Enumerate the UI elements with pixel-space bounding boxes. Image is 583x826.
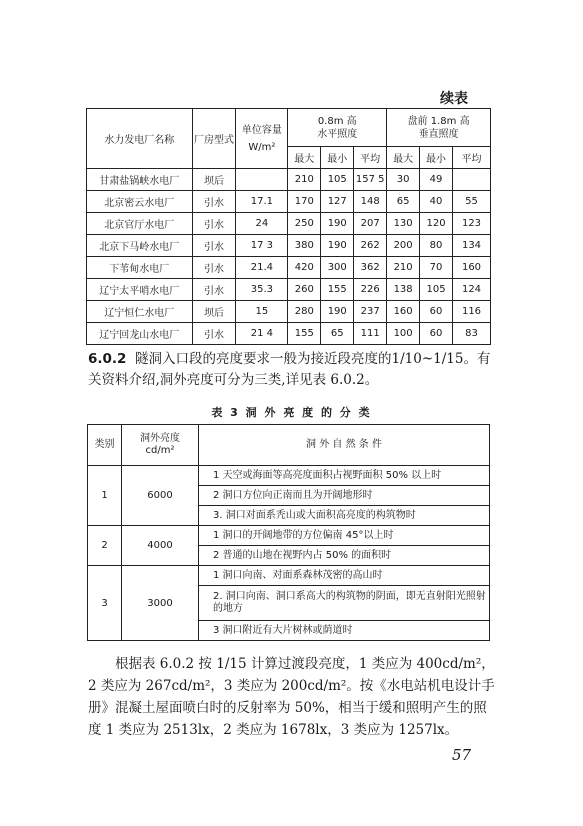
condition-cell: 1 洞口的开阔地带的方位偏南 45°以上时: [199, 526, 490, 546]
hydropower-illuminance-table: [86, 108, 491, 345]
table-cell: 引水: [192, 257, 236, 279]
table-row: [87, 191, 491, 213]
page-number: 57: [452, 746, 472, 764]
table-row: [88, 466, 490, 486]
table-cell: 262: [354, 235, 387, 257]
brightness-cell: 6000: [122, 466, 199, 526]
table-row: [87, 279, 491, 301]
table-cell: 35.3: [236, 279, 288, 301]
table-cell: 160: [387, 301, 420, 323]
table-cell: 引水: [192, 191, 236, 213]
header-vertical-illuminance: 盘前 1.8m 高 垂直照度: [387, 109, 491, 147]
header-horizontal-illuminance: 0.8m 高 水平照度: [288, 109, 387, 147]
table-cell: 200: [387, 235, 420, 257]
header-natural-conditions: 洞 外 自 然 条 件: [199, 425, 490, 466]
header-plant-name: 水力发电厂名称: [87, 109, 193, 169]
condition-cell: 1 洞口向南、对面系森林茂密的高山时: [199, 566, 490, 586]
table-cell: 155: [288, 323, 321, 345]
table-cell: 引水: [192, 235, 236, 257]
condition-cell: 2 洞口方位向正南而且为开阔地形时: [199, 486, 490, 506]
table-cell: 124: [453, 279, 491, 301]
table-cell: 15: [236, 301, 288, 323]
table-cell: 49: [420, 169, 453, 191]
table-cell: 105: [420, 279, 453, 301]
table-cell: 280: [288, 301, 321, 323]
table-row: [87, 301, 491, 323]
table-cell: 40: [420, 191, 453, 213]
plant-name-cell: 辽宁回龙山水电厂: [87, 323, 193, 345]
table-cell: 160: [453, 257, 491, 279]
table-cell: 157 5: [354, 169, 387, 191]
table-cell: 120: [420, 213, 453, 235]
table-cell: 134: [453, 235, 491, 257]
condition-cell: 2 普通的山地在视野内占 50% 的面积时: [199, 546, 490, 566]
subheader-max-2: 最大: [387, 147, 420, 169]
table-cell: 60: [420, 323, 453, 345]
table-cell: 380: [288, 235, 321, 257]
body-paragraph: 根据表 6.0.2 按 1/15 计算过渡段亮度，1 类应为 400cd/m²，2 类应为 267cd/m²，3 类应为 200cd/m²。按《水电站机电设计手册》混凝土屋面喷白时的反射率为 50%，相当于缓和照明产生的照度 1 类应为 2513lx，2 类应为 1678lx，3 类应为 1257lx。: [88, 656, 495, 738]
table-cell: 65: [387, 191, 420, 213]
category-cell: 2: [88, 526, 122, 566]
subheader-min-1: 最小: [321, 147, 354, 169]
table-cell: 引水: [192, 323, 236, 345]
table-cell: 17.1: [236, 191, 288, 213]
table-cell: 100: [387, 323, 420, 345]
table-cell: [236, 169, 288, 191]
table-cell: 210: [288, 169, 321, 191]
plant-name-cell: 甘肃盐锅峡水电厂: [87, 169, 193, 191]
table-cell: 55: [453, 191, 491, 213]
table-row: [88, 526, 490, 546]
plant-name-cell: 辽宁恒仁水电厂: [87, 301, 193, 323]
table-cell: 250: [288, 213, 321, 235]
table-cell: 116: [453, 301, 491, 323]
subheader-min-2: 最小: [420, 147, 453, 169]
table-cell: 70: [420, 257, 453, 279]
table-cell: 坝后: [192, 169, 236, 191]
subheader-avg-2: 平均: [453, 147, 491, 169]
table-row: [87, 235, 491, 257]
brightness-cell: 3000: [122, 566, 199, 641]
table-cell: 105: [321, 169, 354, 191]
table-cell: 300: [321, 257, 354, 279]
header-unit-capacity: 单位容量 W/m²: [236, 109, 288, 169]
condition-cell: 1 天空或海面等高亮度面积占视野面积 50% 以上时: [199, 466, 490, 486]
section-number: 6.0.2: [88, 351, 127, 367]
condition-cell: 3 洞口附近有大片树林或荫道时: [199, 621, 490, 641]
table-cell: 17 3: [236, 235, 288, 257]
table-cell: 21 4: [236, 323, 288, 345]
header-outdoor-brightness: 洞外亮度 cd/m²: [122, 425, 199, 466]
plant-name-cell: 辽宁太平哨水电厂: [87, 279, 193, 301]
table-cell: 127: [321, 191, 354, 213]
table-cell: 237: [354, 301, 387, 323]
table-cell: 138: [387, 279, 420, 301]
plant-name-cell: 北京官厅水电厂: [87, 213, 193, 235]
table-cell: 30: [387, 169, 420, 191]
condition-cell: 3. 洞口对面系秃山或大面积高亮度的构筑物时: [199, 506, 490, 526]
table-cell: 155: [321, 279, 354, 301]
table-cell: 坝后: [192, 301, 236, 323]
header-category: 类别: [88, 425, 122, 466]
subheader-avg-1: 平均: [354, 147, 387, 169]
table-row: [87, 257, 491, 279]
table-cell: 65: [321, 323, 354, 345]
table-cell: 引水: [192, 279, 236, 301]
brightness-cell: 4000: [122, 526, 199, 566]
table-cell: 148: [354, 191, 387, 213]
plant-name-cell: 下苇甸水电厂: [87, 257, 193, 279]
section-6-0-2: [88, 349, 498, 391]
continued-label: 续表: [440, 91, 468, 107]
table-cell: 190: [321, 213, 354, 235]
table-cell: 123: [453, 213, 491, 235]
table-cell: 420: [288, 257, 321, 279]
table-cell: 207: [354, 213, 387, 235]
table-cell: 80: [420, 235, 453, 257]
table-cell: 260: [288, 279, 321, 301]
table-cell: 引水: [192, 213, 236, 235]
table3-title: 表 3 洞 外 亮 度 的 分 类: [211, 406, 372, 419]
table-cell: 60: [420, 301, 453, 323]
subheader-max-1: 最大: [288, 147, 321, 169]
category-cell: 1: [88, 466, 122, 526]
condition-cell: 2. 洞口向南、洞口系高大的构筑物的阴面，即无直射阳光照射的地方: [199, 586, 490, 621]
table-cell: 21.4: [236, 257, 288, 279]
outdoor-brightness-classification-table: [87, 424, 490, 641]
table-cell: 83: [453, 323, 491, 345]
table-cell: 170: [288, 191, 321, 213]
header-building-type: 厂房型式: [192, 109, 236, 169]
table-row: [87, 213, 491, 235]
table-cell: [453, 169, 491, 191]
table-cell: 190: [321, 301, 354, 323]
plant-name-cell: 北京密云水电厂: [87, 191, 193, 213]
table-row: [87, 323, 491, 345]
table-cell: 130: [387, 213, 420, 235]
table-cell: 190: [321, 235, 354, 257]
table-cell: 362: [354, 257, 387, 279]
table-cell: 226: [354, 279, 387, 301]
table-cell: 24: [236, 213, 288, 235]
category-cell: 3: [88, 566, 122, 641]
table-cell: 111: [354, 323, 387, 345]
section-text: 隧洞入口段的亮度要求一般为接近段亮度的1/10~1/15。有关资料介绍,洞外亮度可分为三类,详见表 6.0.2。: [88, 351, 491, 388]
table-row: [87, 169, 491, 191]
table-cell: 210: [387, 257, 420, 279]
table-row: [88, 566, 490, 586]
plant-name-cell: 北京下马岭水电厂: [87, 235, 193, 257]
